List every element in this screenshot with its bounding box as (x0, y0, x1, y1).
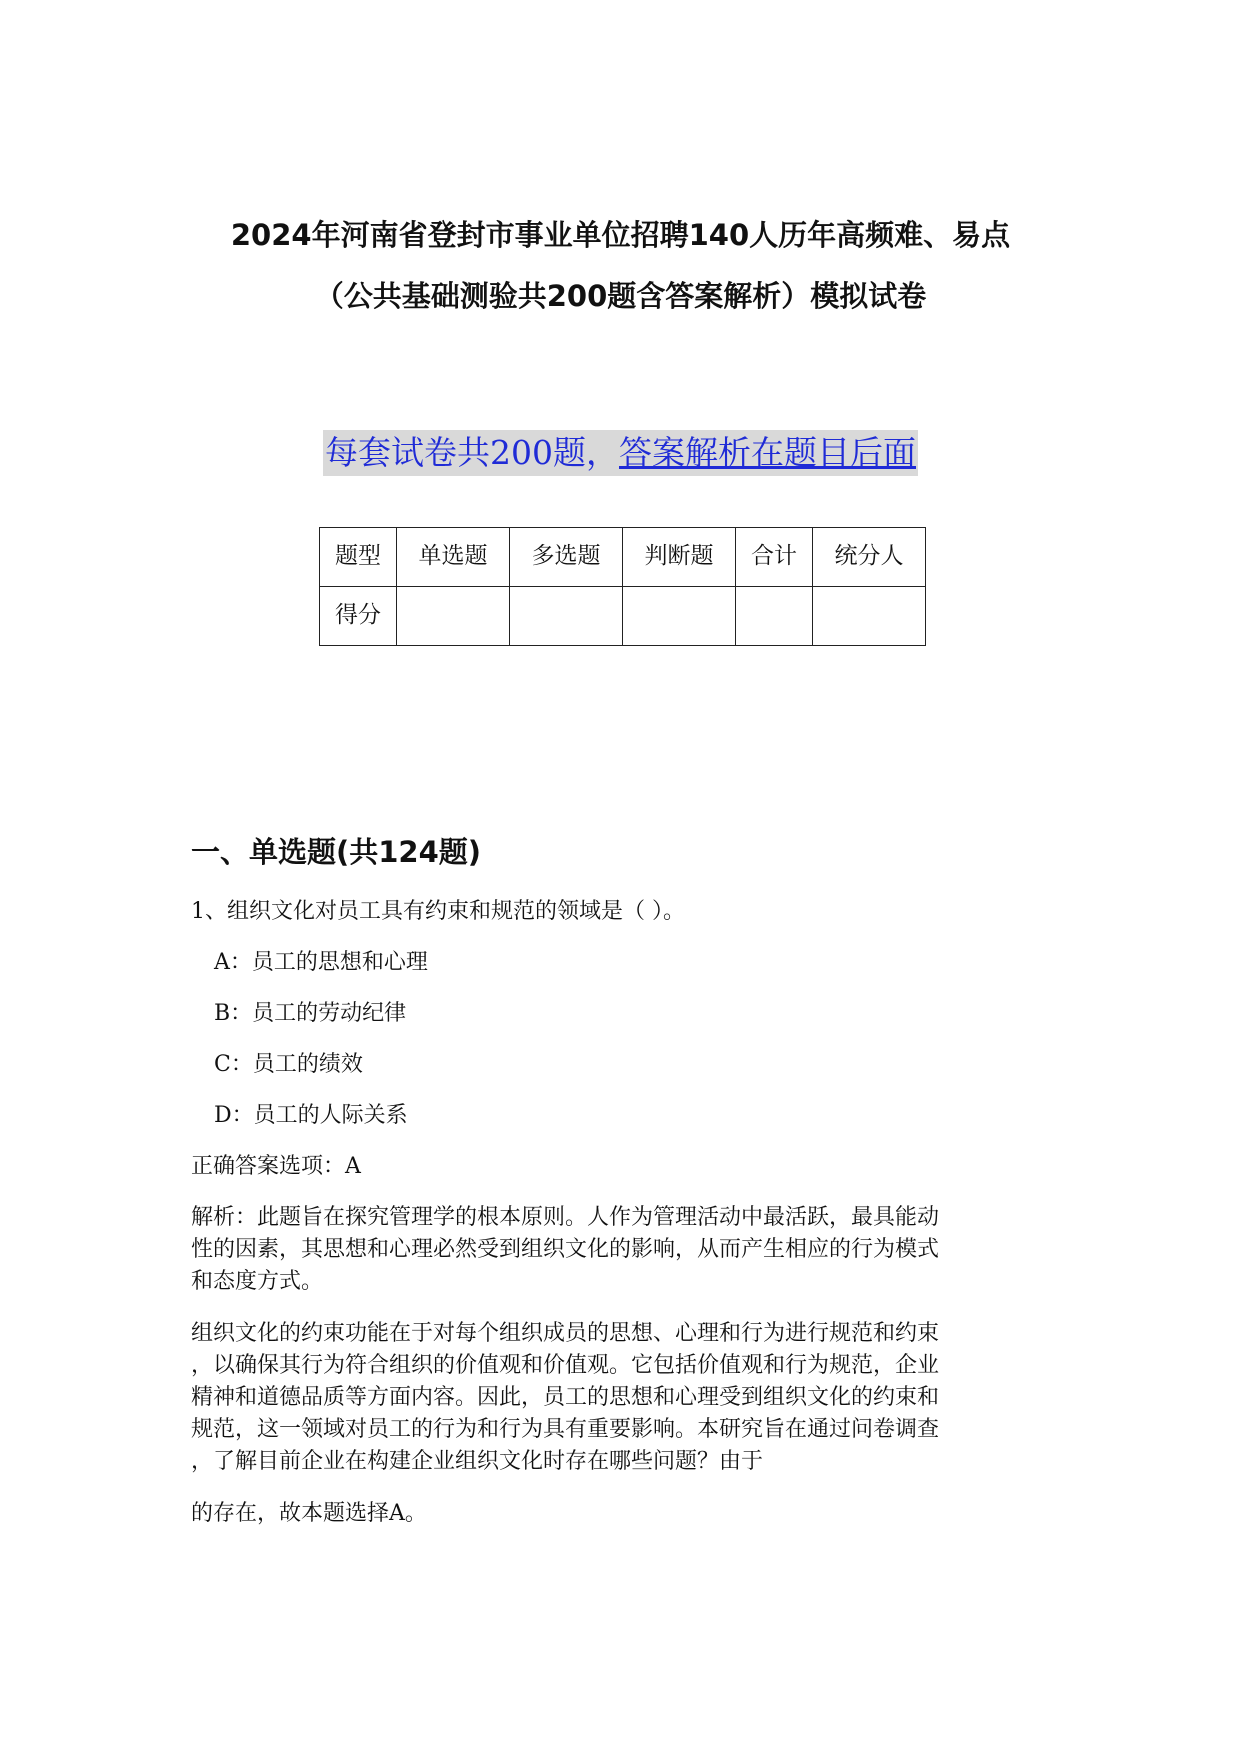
score-table-score-row (320, 587, 926, 646)
option-d: D：员工的人际关系 (214, 1103, 408, 1128)
row-label-cell: 得分 (320, 587, 397, 646)
option-b: B：员工的劳动纪律 (214, 1001, 407, 1026)
score-cell[interactable] (396, 587, 509, 646)
subtitle-link[interactable]: 答案解析在题目后面 (619, 433, 916, 472)
score-cell[interactable] (509, 587, 622, 646)
subtitle-text: 每套试卷共200题， (325, 433, 619, 472)
subtitle (0, 430, 1241, 476)
header-cell: 题型 (320, 528, 397, 587)
option-a: A：员工的思想和心理 (214, 950, 428, 975)
conclusion-line: 的存在，故本题选择A。 (191, 1501, 427, 1526)
document-title-line-1: 2024年河南省登封市事业单位招聘140人历年高频难、易点 (230, 218, 1011, 252)
section-heading: 一、单选题(共124题) (191, 835, 482, 869)
explanation-line: 规范，这一领域对员工的行为和行为具有重要影响。本研究旨在通过问卷调查 (191, 1417, 940, 1442)
analysis-line: 性的因素，其思想和心理必然受到组织文化的影响，从而产生相应的行为模式 (191, 1237, 940, 1262)
score-table-header-row (320, 528, 926, 587)
header-cell: 判断题 (622, 528, 735, 587)
document-title-line-2: （公共基础测验共200题含答案解析）模拟试卷 (314, 279, 927, 313)
explanation-line: 组织文化的约束功能在于对每个组织成员的思想、心理和行为进行规范和约束 (191, 1321, 940, 1346)
correct-answer: 正确答案选项：A (191, 1154, 361, 1179)
header-cell: 统分人 (812, 528, 925, 587)
analysis-line: 和态度方式。 (191, 1269, 324, 1294)
explanation-line: 精神和道德品质等方面内容。因此，员工的思想和心理受到组织文化的约束和 (191, 1385, 940, 1410)
header-cell: 单选题 (396, 528, 509, 587)
score-cell[interactable] (622, 587, 735, 646)
analysis-line: 解析：此题旨在探究管理学的根本原则。人作为管理活动中最活跃，最具能动 (191, 1205, 940, 1230)
explanation-line: ，了解目前企业在构建企业组织文化时存在哪些问题？由于 (191, 1449, 764, 1474)
header-cell: 合计 (736, 528, 813, 587)
option-c: C：员工的绩效 (214, 1052, 363, 1077)
score-cell[interactable] (812, 587, 925, 646)
score-table (319, 527, 926, 646)
analysis-paragraph (191, 1202, 1051, 1298)
score-cell[interactable] (736, 587, 813, 646)
explanation-paragraph (191, 1318, 1051, 1478)
header-cell: 多选题 (509, 528, 622, 587)
explanation-line: ，以确保其行为符合组织的价值观和价值观。它包括价值观和行为规范，企业 (191, 1353, 940, 1378)
question-stem: 1、组织文化对员工具有约束和规范的领域是（ ）。 (191, 899, 685, 924)
